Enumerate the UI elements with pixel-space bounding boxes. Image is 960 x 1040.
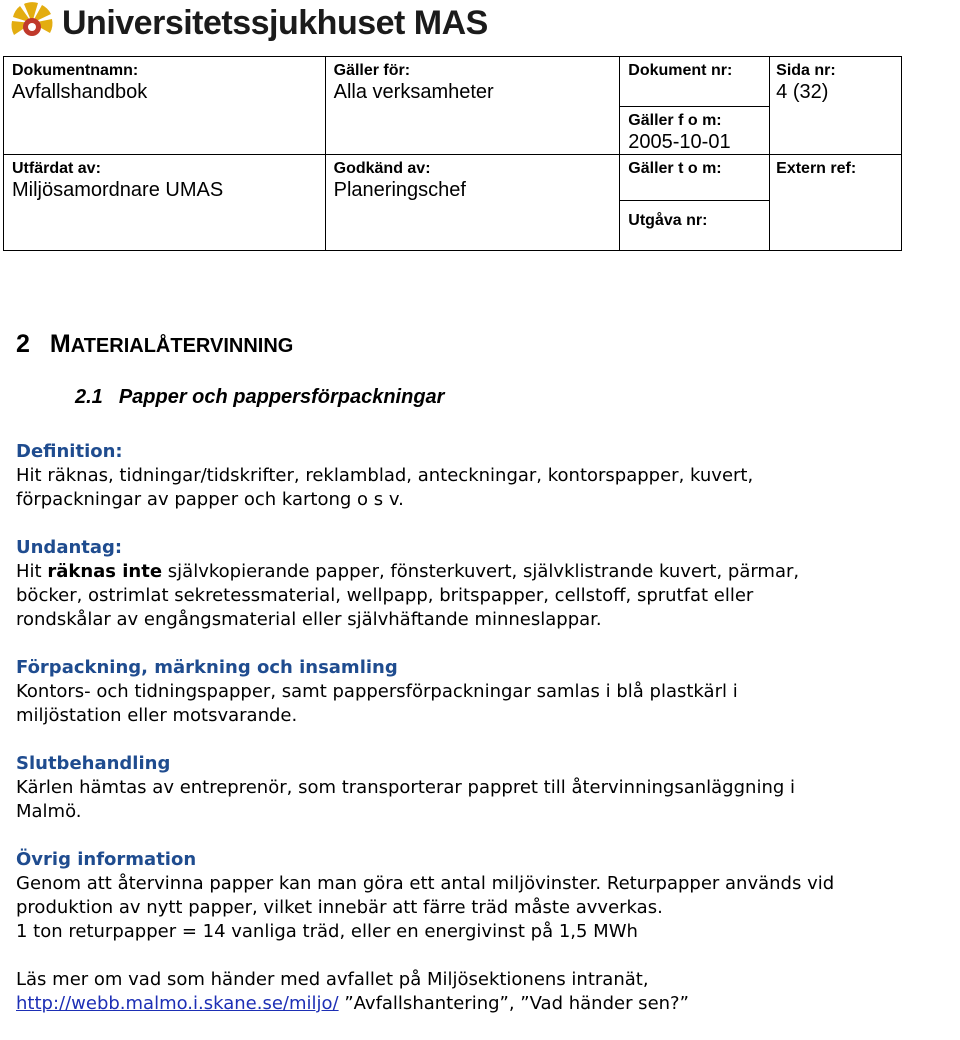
sida-label: Sida nr: xyxy=(776,62,836,79)
sida-value: 4 (32) xyxy=(776,81,829,103)
godkand-cell xyxy=(325,155,620,251)
utfardat-value: Miljösamordnare UMAS xyxy=(12,179,224,201)
slutbehandling-title: Slutbehandling xyxy=(16,753,171,774)
slutbehandling-line: Kärlen hämtas av entreprenör, som transporterar pappret till återvinningsanläggning i xyxy=(16,777,796,798)
undantag-title: Undantag: xyxy=(16,537,123,558)
godkand-label: Godkänd av: xyxy=(333,160,431,177)
undantag-line xyxy=(16,560,960,584)
forpackning-title: Förpackning, märkning och insamling xyxy=(16,657,398,678)
definition-line: förpackningar av papper och kartong o s v. xyxy=(16,489,404,510)
ovrig-line: 1 ton returpapper = 14 vanliga träd, eller en energivinst på 1,5 MWh xyxy=(16,921,638,942)
subsection-heading xyxy=(75,386,444,409)
undantag-text: självkopierande papper, fönsterkuvert, självklistrande kuvert, pärmar, xyxy=(162,561,800,582)
dokument-nr-label: Dokument nr: xyxy=(628,62,733,79)
brand-logo xyxy=(10,0,488,46)
utfardat-label: Utfärdat av: xyxy=(12,160,101,177)
section-title-rest: ATERIALÅTERVINNING xyxy=(70,335,294,357)
section-number: 2 xyxy=(16,330,30,358)
ovrig-line: produktion av nytt papper, vilket innebär att färre träd måste avverkas. xyxy=(16,897,663,918)
slutbehandling-line: Malmö. xyxy=(16,801,82,822)
document-header-table xyxy=(3,56,902,251)
dokumentnamn-cell xyxy=(4,57,326,155)
dokumentnamn-value: Avfallshandbok xyxy=(12,81,148,103)
galler-for-value: Alla verksamheter xyxy=(333,81,494,103)
ovrig-title: Övrig information xyxy=(16,849,197,870)
extern-ref-cell xyxy=(770,155,902,251)
extern-ref-label: Extern ref: xyxy=(776,160,857,177)
undantag-section xyxy=(16,536,960,632)
sida-cell xyxy=(770,57,902,155)
galler-fom-label: Gäller f o m: xyxy=(628,112,722,129)
undantag-line: rondskålar av engångsmaterial eller självhäftande minneslappar. xyxy=(16,609,602,630)
body-content xyxy=(16,440,960,1016)
utgava-label: Utgåva nr: xyxy=(628,212,708,229)
section-heading xyxy=(16,330,293,359)
subsection-title: Papper och pappersförpackningar xyxy=(118,386,445,408)
dokument-nr-cell xyxy=(620,57,770,155)
definition-section xyxy=(16,440,960,512)
definition-line: Hit räknas, tidningar/tidskrifter, reklamblad, anteckningar, kontorspapper, kuvert, xyxy=(16,465,754,486)
forpackning-section xyxy=(16,656,960,728)
intranet-link[interactable]: http://webb.malmo.i.skane.se/miljo/ xyxy=(16,993,339,1014)
brand-name: Universitetssjukhuset MAS xyxy=(62,3,488,42)
ovrig-section xyxy=(16,848,960,944)
galler-for-label: Gäller för: xyxy=(333,62,411,79)
undantag-text: Hit xyxy=(16,561,48,582)
galler-fom-value: 2005-10-01 xyxy=(628,131,731,153)
section-title-initial: M xyxy=(49,330,71,358)
sun-logo-icon xyxy=(10,1,54,45)
read-more-link-line xyxy=(16,992,960,1016)
undantag-emphasis: räknas inte xyxy=(47,561,163,582)
dokumentnamn-label: Dokumentnamn: xyxy=(12,62,139,79)
galler-tom-label: Gäller t o m: xyxy=(628,160,722,177)
galler-tom-cell xyxy=(620,155,770,251)
forpackning-line: miljöstation eller motsvarande. xyxy=(16,705,298,726)
slutbehandling-section xyxy=(16,752,960,824)
read-more-section xyxy=(16,968,960,1016)
utfardat-cell xyxy=(4,155,326,251)
link-suffix: ”Avfallshantering”, ”Vad händer sen?” xyxy=(338,993,689,1014)
ovrig-line: Genom att återvinna papper kan man göra ett antal miljövinster. Returpapper används vid xyxy=(16,873,835,894)
forpackning-line: Kontors- och tidningspapper, samt pappersförpackningar samlas i blå plastkärl i xyxy=(16,681,738,702)
godkand-value: Planeringschef xyxy=(333,179,466,201)
subsection-number: 2.1 xyxy=(75,386,103,408)
definition-title: Definition: xyxy=(16,441,123,462)
galler-for-cell xyxy=(325,57,620,155)
undantag-line: böcker, ostrimlat sekretessmaterial, wellpapp, britspapper, cellstoff, sprutfat eller xyxy=(16,585,754,606)
read-more-line: Läs mer om vad som händer med avfallet på Miljösektionens intranät, xyxy=(16,969,649,990)
